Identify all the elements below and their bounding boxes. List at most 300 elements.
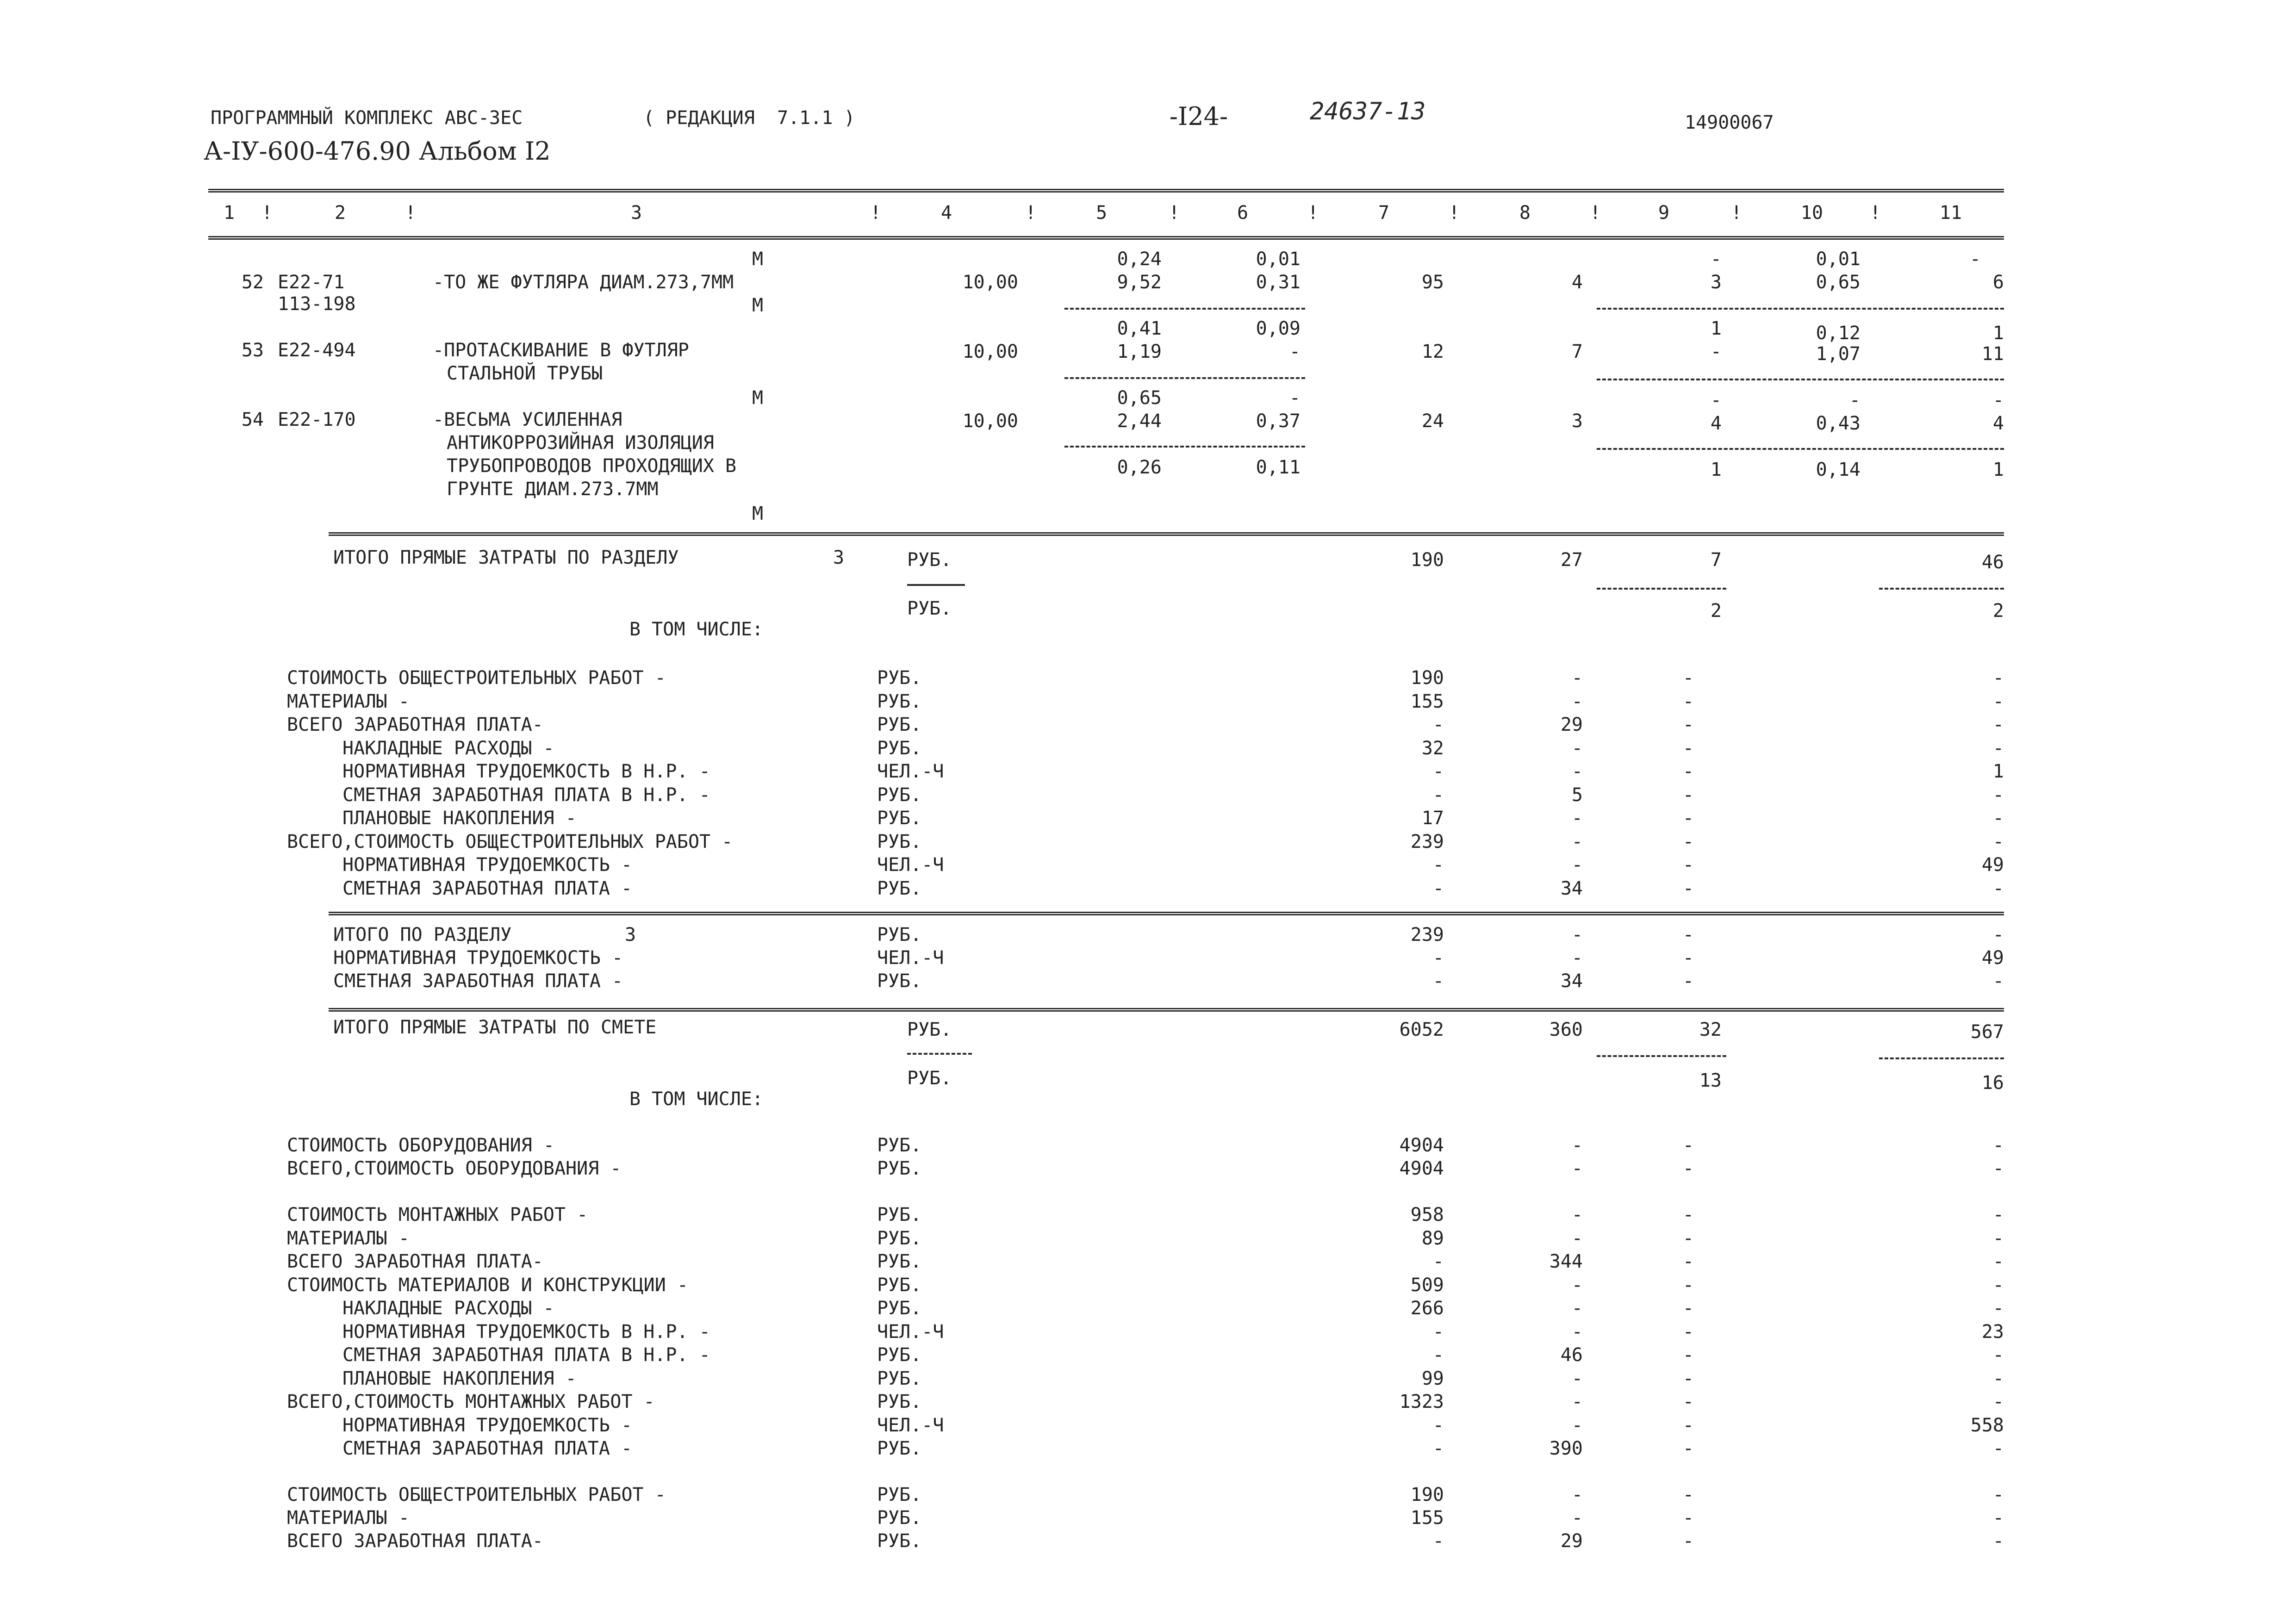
handwritten-code: 24637-13	[1310, 98, 1426, 125]
summary-label: СМЕТНАЯ ЗАРАБОТНАЯ ПЛАТА -	[333, 970, 623, 992]
col-sep: !	[1590, 202, 1601, 224]
summary-label: МАТЕРИАЛЫ -	[287, 1507, 410, 1529]
cell-c6-below: 0,11	[1256, 457, 1300, 478]
cell-c11: -	[1992, 1484, 2004, 1505]
item-description: -ПРОТАСКИВАНИЕ В ФУТЛЯР	[433, 340, 689, 361]
cell-c11: -	[1992, 970, 2004, 992]
cell-c9: -	[1682, 1414, 1694, 1436]
subtotal-rule	[1597, 379, 2004, 380]
cell-c7: -	[1432, 1344, 1444, 1366]
cell-c6: 0,31	[1256, 272, 1300, 293]
item-code: Е22-170	[278, 409, 356, 430]
col-header-9: 9	[1658, 202, 1670, 224]
summary-label: СТОИМОСТЬ ОБОРУДОВАНИЯ -	[287, 1135, 554, 1156]
col-header-3: 3	[630, 202, 642, 224]
cell-c11: 46	[1981, 552, 2004, 573]
summary-unit: РУБ.	[877, 667, 922, 689]
cell-c7: 32	[1421, 737, 1444, 759]
cell-qty: 10,00	[962, 341, 1018, 362]
summary-label: ВСЕГО ЗАРАБОТНАЯ ПЛАТА-	[287, 714, 543, 735]
summary-unit: ЧЕЛ.-Ч	[877, 1414, 944, 1436]
summary-unit: РУБ.	[877, 1368, 922, 1389]
cell-c9: -	[1682, 1251, 1694, 1272]
cell-c9: -	[1682, 1530, 1694, 1552]
cell-qty: 10,00	[962, 272, 1018, 293]
cell-c9: -	[1682, 947, 1694, 969]
col-sep: !	[1731, 202, 1742, 224]
cell-c9: -	[1682, 1204, 1694, 1225]
cell-c8: -	[1571, 1158, 1583, 1179]
unit-underline	[907, 1053, 972, 1055]
cell-c11: -	[1992, 1438, 2004, 1459]
col-header-6: 6	[1237, 202, 1249, 224]
cell-c9: -	[1682, 714, 1694, 735]
summary-unit: РУБ.	[877, 924, 922, 945]
cell-c8: -	[1571, 690, 1583, 712]
subtotal-rule	[1597, 308, 2004, 310]
cell-c9: -	[1682, 1298, 1694, 1319]
summary-unit: ЧЕЛ.-Ч	[877, 947, 944, 969]
cell-c10: 0,65	[1816, 272, 1860, 293]
cell-c9: -	[1682, 831, 1694, 852]
cell-c5-below: 0,26	[1117, 457, 1162, 478]
summary-label: НОРМАТИВНАЯ ТРУДОЕМКОСТЬ В Н.Р. -	[342, 1321, 710, 1343]
cell-c7: 190	[1410, 667, 1444, 689]
section-total-unit: РУБ.	[907, 549, 952, 571]
col-header-1: 1	[223, 202, 235, 224]
cell-c9: -	[1682, 808, 1694, 829]
cell-c7: -	[1432, 1438, 1444, 1459]
subtotal-rule	[1064, 377, 1305, 379]
cell-c8: -	[1571, 1298, 1583, 1319]
cell-c10: 0,43	[1816, 413, 1860, 434]
cell-c6-above: -	[1289, 387, 1300, 409]
cell-c9: -	[1682, 877, 1694, 899]
cell-c11-above: -	[1992, 390, 2004, 411]
cell-c11: 23	[1981, 1321, 2004, 1343]
item-number: 52	[241, 272, 264, 293]
subtotal-rule	[1597, 1055, 1726, 1057]
cell-c7: 239	[1410, 831, 1444, 852]
summary-label: СМЕТНАЯ ЗАРАБОТНАЯ ПЛАТА -	[342, 1438, 633, 1459]
cell-c8: -	[1571, 1227, 1583, 1249]
summary-label: СМЕТНАЯ ЗАРАБОТНАЯ ПЛАТА В Н.Р. -	[342, 1344, 710, 1366]
cell-c7: 266	[1410, 1298, 1444, 1319]
cell-c8: -	[1571, 1321, 1583, 1343]
summary-unit: РУБ.	[877, 1344, 922, 1366]
section-total-label: ИТОГО ПРЯМЫЕ ЗАТРАТЫ ПО РАЗДЕЛУ	[333, 547, 679, 568]
cell-c9: -	[1682, 1158, 1694, 1179]
cell-c9-above: 1	[1710, 318, 1722, 339]
cell-c9: 32	[1699, 1019, 1722, 1040]
col-separators: !	[261, 202, 273, 224]
cell-c11: 567	[1970, 1021, 2004, 1043]
cell-c7: 4904	[1399, 1135, 1444, 1156]
item-description-line4: ГРУНТЕ ДИАМ.273.7ММ	[447, 479, 659, 500]
cell-c11: -	[1992, 1507, 2004, 1529]
cell-c11: -	[1992, 714, 2004, 735]
cell-c5-above: 0,24	[1117, 249, 1162, 270]
cell-c9-below: 13	[1699, 1070, 1722, 1091]
summary-unit: РУБ.	[877, 1204, 922, 1225]
item-description-line2: СТАЛЬНОЙ ТРУБЫ	[447, 363, 603, 384]
col-sep: !	[1870, 202, 1881, 224]
cell-c7: -	[1432, 1321, 1444, 1343]
cell-c11: -	[1992, 1368, 2004, 1389]
cell-c8: -	[1571, 854, 1583, 876]
summary-label: НОРМАТИВНАЯ ТРУДОЕМКОСТЬ -	[342, 854, 633, 876]
summary-unit: РУБ.	[877, 1251, 922, 1272]
cell-c11: -	[1992, 808, 2004, 829]
summary-label: СМЕТНАЯ ЗАРАБОТНАЯ ПЛАТА В Н.Р. -	[342, 784, 710, 806]
cell-c9: -	[1710, 341, 1722, 362]
section-result-rule	[329, 912, 2004, 915]
cell-c5-above: 0,41	[1117, 318, 1162, 339]
cell-c7: 155	[1410, 690, 1444, 712]
cell-c10: 1,07	[1816, 343, 1860, 365]
cell-c8: 344	[1549, 1251, 1583, 1272]
summary-unit: РУБ.	[877, 877, 922, 899]
cell-c5: 2,44	[1117, 410, 1162, 432]
cell-c9-below: 2	[1710, 600, 1722, 622]
cell-c7: 190	[1410, 1484, 1444, 1505]
header-bottom-rule	[208, 236, 2004, 240]
summary-label: СМЕТНАЯ ЗАРАБОТНАЯ ПЛАТА -	[342, 877, 633, 899]
cell-c8: 34	[1560, 877, 1583, 899]
summary-unit: РУБ.	[877, 1484, 922, 1505]
table-top-rule	[208, 189, 2004, 193]
col-sep: !	[1025, 202, 1037, 224]
cell-c7: 1323	[1399, 1391, 1444, 1412]
summary-unit: РУБ.	[877, 970, 922, 992]
cell-c7: -	[1432, 784, 1444, 806]
edition: ( РЕДАКЦИЯ 7.1.1 )	[643, 107, 855, 129]
summary-label: НОРМАТИВНАЯ ТРУДОЕМКОСТЬ -	[342, 1414, 633, 1436]
cell-c11: -	[1992, 1530, 2004, 1552]
summary-unit: РУБ.	[877, 831, 922, 852]
summary-label: СТОИМОСТЬ МОНТАЖНЫХ РАБОТ -	[287, 1204, 588, 1225]
cell-c11: 11	[1981, 343, 2004, 365]
section-total-unit2: РУБ.	[907, 598, 952, 619]
summary-unit: РУБ.	[877, 1530, 922, 1552]
cell-c11: -	[1992, 877, 2004, 899]
summary-unit: РУБ.	[877, 714, 922, 735]
cell-c11: -	[1992, 737, 2004, 759]
cell-c8: -	[1571, 831, 1583, 852]
estimate-total-unit: РУБ.	[907, 1019, 952, 1040]
summary-label: НОРМАТИВНАЯ ТРУДОЕМКОСТЬ В Н.Р. -	[342, 761, 710, 782]
unit-underline	[907, 584, 965, 586]
cell-c11-below: 1	[1992, 459, 2004, 480]
cell-c9: -	[1682, 1321, 1694, 1343]
cell-c8: -	[1571, 808, 1583, 829]
section-total-number: 3	[833, 547, 845, 568]
cell-c7: -	[1432, 1251, 1444, 1272]
item-unit: М	[752, 387, 764, 409]
cell-c9: -	[1682, 1507, 1694, 1529]
cell-c11-above: 1	[1992, 323, 2004, 344]
summary-label: МАТЕРИАЛЫ -	[287, 690, 410, 712]
item-description-line3: ТРУБОПРОВОДОВ ПРОХОДЯЩИХ В	[447, 455, 737, 477]
cell-c7: -	[1432, 970, 1444, 992]
item-number: 54	[241, 409, 264, 430]
item-description: -ВЕСЬМА УСИЛЕННАЯ	[433, 409, 622, 430]
col-sep: !	[405, 202, 417, 224]
cell-c11: -	[1992, 1274, 2004, 1296]
cell-c9: -	[1682, 737, 1694, 759]
subtotal-rule	[1597, 588, 1726, 590]
cell-c8: 360	[1549, 1019, 1583, 1040]
item-code-secondary: 113-198	[278, 293, 356, 315]
cell-c9: 4	[1710, 413, 1722, 434]
cell-c9: -	[1682, 1391, 1694, 1412]
cell-c9: -	[1682, 854, 1694, 876]
item-description-line2: АНТИКОРРОЗИЙНАЯ ИЗОЛЯЦИЯ	[447, 432, 714, 454]
cell-c8: -	[1571, 924, 1583, 945]
cell-c8: 46	[1560, 1344, 1583, 1366]
cell-c7: 190	[1410, 549, 1444, 571]
cell-c8: -	[1571, 737, 1583, 759]
summary-unit: ЧЕЛ.-Ч	[877, 1321, 944, 1343]
subtotal-rule	[1879, 588, 2004, 590]
summary-label: ВСЕГО,СТОИМОСТЬ ОБЩЕСТРОИТЕЛЬНЫХ РАБОТ -	[287, 831, 733, 852]
cell-c11: 1	[1992, 761, 2004, 782]
summary-unit: РУБ.	[877, 784, 922, 806]
cell-c8: 390	[1549, 1438, 1583, 1459]
cell-c7: -	[1432, 877, 1444, 899]
col-header-7: 7	[1378, 202, 1390, 224]
cell-c6: -	[1289, 341, 1300, 362]
cell-c11-below: 2	[1992, 600, 2004, 622]
summary-label: НАКЛАДНЫЕ РАСХОДЫ -	[342, 737, 554, 759]
cell-c11: -	[1992, 784, 2004, 806]
cell-qty: 10,00	[962, 410, 1018, 432]
cell-c8: -	[1571, 1135, 1583, 1156]
cell-c7: 24	[1421, 410, 1444, 432]
including-label: В ТОМ ЧИСЛЕ:	[629, 1088, 763, 1110]
section-rule	[329, 532, 2004, 536]
summary-label: МАТЕРИАЛЫ -	[287, 1227, 410, 1249]
cell-c7: 17	[1421, 808, 1444, 829]
cell-c8: 27	[1560, 549, 1583, 571]
cell-c9-below: 1	[1710, 459, 1722, 480]
summary-unit: РУБ.	[877, 1135, 922, 1156]
col-sep: !	[1449, 202, 1460, 224]
cell-c7: 89	[1421, 1227, 1444, 1249]
summary-label: НОРМАТИВНАЯ ТРУДОЕМКОСТЬ -	[333, 947, 623, 969]
subtotal-rule	[1064, 308, 1305, 310]
cell-c11: -	[1992, 1298, 2004, 1319]
cell-c8: -	[1571, 947, 1583, 969]
cell-c9: -	[1682, 1438, 1694, 1459]
cell-c7: -	[1432, 947, 1444, 969]
cell-c10-above: 0,12	[1816, 323, 1860, 344]
cell-c9: -	[1682, 1368, 1694, 1389]
summary-label: ВСЕГО ЗАРАБОТНАЯ ПЛАТА-	[287, 1530, 543, 1552]
summary-unit: ЧЕЛ.-Ч	[877, 761, 944, 782]
cell-c9: -	[1682, 1274, 1694, 1296]
cell-c7: 12	[1421, 341, 1444, 362]
cell-c8: 29	[1560, 714, 1583, 735]
cell-c9: -	[1682, 690, 1694, 712]
cell-c7: -	[1432, 1414, 1444, 1436]
cell-c9: -	[1682, 784, 1694, 806]
cell-c9: 7	[1710, 549, 1722, 571]
estimate-total-unit2: РУБ.	[907, 1068, 952, 1089]
cell-c8: 29	[1560, 1530, 1583, 1552]
cell-c9: -	[1682, 924, 1694, 945]
page-number: -I24-	[1169, 102, 1228, 131]
cell-c8: 34	[1560, 970, 1583, 992]
item-unit: М	[752, 503, 764, 524]
cell-c7: -	[1432, 714, 1444, 735]
cell-c6-above: 0,09	[1256, 318, 1300, 339]
col-header-11: 11	[1939, 202, 1962, 224]
cell-c9: -	[1682, 667, 1694, 689]
cell-c11: -	[1992, 690, 2004, 712]
cell-c11: 49	[1981, 947, 2004, 969]
col-header-10: 10	[1800, 202, 1823, 224]
cell-c11: -	[1992, 1135, 2004, 1156]
cell-c8: -	[1571, 1484, 1583, 1505]
cell-c8: -	[1571, 761, 1583, 782]
summary-unit: РУБ.	[877, 1438, 922, 1459]
cell-c6-above: 0,01	[1256, 249, 1300, 270]
cell-c7: 99	[1421, 1368, 1444, 1389]
summary-section: 3	[625, 924, 636, 945]
cell-c8: -	[1571, 1391, 1583, 1412]
subtotal-rule	[1064, 446, 1305, 448]
cell-c8: -	[1571, 1414, 1583, 1436]
cell-c9: -	[1682, 1227, 1694, 1249]
cell-c9: -	[1682, 761, 1694, 782]
summary-unit: РУБ.	[877, 1507, 922, 1529]
subtotal-rule	[1597, 448, 2004, 450]
summary-unit: РУБ.	[877, 690, 922, 712]
summary-label: ВСЕГО,СТОИМОСТЬ ОБОРУДОВАНИЯ -	[287, 1158, 622, 1179]
cell-c8: -	[1571, 1507, 1583, 1529]
cell-c9: -	[1682, 1344, 1694, 1366]
summary-unit: ЧЕЛ.-Ч	[877, 854, 944, 876]
cell-c6: 0,37	[1256, 410, 1300, 432]
col-header-2: 2	[334, 202, 346, 224]
summary-label: ПЛАНОВЫЕ НАКОПЛЕНИЯ -	[342, 808, 577, 829]
summary-label: ВСЕГО,СТОИМОСТЬ МОНТАЖНЫХ РАБОТ -	[287, 1391, 655, 1412]
item-code: Е22-494	[278, 340, 356, 361]
cell-c7: -	[1432, 1530, 1444, 1552]
cell-c7: 155	[1410, 1507, 1444, 1529]
doc-number: 14900067	[1685, 112, 1774, 133]
program-name: ПРОГРАММНЫЙ КОМПЛЕКС АВС-3ЕС	[211, 107, 523, 129]
cell-c11: -	[1992, 1251, 2004, 1272]
col-header-8: 8	[1519, 202, 1531, 224]
cell-c11: -	[1992, 1344, 2004, 1366]
cell-c11: -	[1992, 1391, 2004, 1412]
cell-c10-below: 0,14	[1816, 459, 1860, 480]
cell-c7: 509	[1410, 1274, 1444, 1296]
cell-c11: 49	[1981, 854, 2004, 876]
cell-c7: 4904	[1399, 1158, 1444, 1179]
cell-c8: 5	[1571, 784, 1583, 806]
cell-c9: 3	[1710, 272, 1722, 293]
cell-c8: 7	[1571, 341, 1583, 362]
col-header-4: 4	[940, 202, 952, 224]
summary-label: НАКЛАДНЫЕ РАСХОДЫ -	[342, 1298, 554, 1319]
summary-unit: РУБ.	[877, 1274, 922, 1296]
cell-c9: -	[1682, 970, 1694, 992]
cell-c7: 95	[1421, 272, 1444, 293]
cell-c9-above: -	[1710, 390, 1722, 411]
col-header-5: 5	[1095, 202, 1108, 224]
summary-label: СТОИМОСТЬ МАТЕРИАЛОВ И КОНСТРУКЦИИ -	[287, 1274, 688, 1296]
summary-label: ПЛАНОВЫЕ НАКОПЛЕНИЯ -	[342, 1368, 577, 1389]
cell-c7: 239	[1410, 924, 1444, 945]
cell-c8: 3	[1571, 410, 1583, 432]
cell-c11: -	[1992, 1204, 2004, 1225]
summary-unit: РУБ.	[877, 1227, 922, 1249]
estimate-total-label: ИТОГО ПРЯМЫЕ ЗАТРАТЫ ПО СМЕТЕ	[333, 1017, 657, 1038]
summary-unit: РУБ.	[877, 808, 922, 829]
cell-c5-above: 0,65	[1117, 387, 1162, 409]
summary-unit: РУБ.	[877, 1158, 922, 1179]
cell-c11: -	[1992, 924, 2004, 945]
cell-c11: 558	[1970, 1414, 2004, 1436]
item-code: Е22-71	[278, 272, 345, 293]
cell-c8: -	[1571, 1204, 1583, 1225]
cell-c7: 6052	[1399, 1019, 1444, 1040]
summary-label: СТОИМОСТЬ ОБЩЕСТРОИТЕЛЬНЫХ РАБОТ -	[287, 667, 666, 689]
cell-c11: 4	[1992, 413, 2004, 434]
col-sep: !	[1307, 202, 1319, 224]
cell-c7: 958	[1410, 1204, 1444, 1225]
cell-c11: 6	[1992, 272, 2004, 293]
cell-c8: -	[1571, 1274, 1583, 1296]
cell-c8: -	[1571, 1368, 1583, 1389]
cell-c8: 4	[1571, 272, 1583, 293]
cell-c9: -	[1682, 1484, 1694, 1505]
item-description: -ТО ЖЕ ФУТЛЯРА ДИАМ.273,7ММ	[433, 272, 734, 293]
summary-unit: РУБ.	[877, 1391, 922, 1412]
cell-c7: -	[1432, 761, 1444, 782]
subtotal-rule	[1879, 1057, 2004, 1059]
album-title: А-IУ-600-476.90 Альбом I2	[204, 137, 551, 166]
cell-c9-above: -	[1710, 249, 1722, 270]
summary-unit: РУБ.	[877, 1298, 922, 1319]
cell-c11: -	[1992, 1158, 2004, 1179]
item-unit: М	[752, 295, 764, 316]
cell-c5: 1,19	[1117, 341, 1162, 362]
estimate-rule	[329, 1008, 2004, 1012]
cell-c11: -	[1992, 667, 2004, 689]
cell-c10-above: 0,01	[1816, 249, 1860, 270]
cell-c11: -	[1992, 1227, 2004, 1249]
cell-c10-above: -	[1849, 390, 1860, 411]
cell-c7: -	[1432, 854, 1444, 876]
summary-label: ИТОГО ПО РАЗДЕЛУ	[333, 924, 512, 945]
col-sep: !	[1169, 202, 1180, 224]
cell-c9: -	[1682, 1135, 1694, 1156]
summary-label: ВСЕГО ЗАРАБОТНАЯ ПЛАТА-	[287, 1251, 543, 1272]
summary-unit: РУБ.	[877, 737, 922, 759]
summary-label: СТОИМОСТЬ ОБЩЕСТРОИТЕЛЬНЫХ РАБОТ -	[287, 1484, 666, 1505]
cell-c5: 9,52	[1117, 272, 1162, 293]
cell-c8: -	[1571, 667, 1583, 689]
cell-c11: -	[1992, 831, 2004, 852]
item-number: 53	[241, 340, 264, 361]
cell-c11-below: 16	[1981, 1072, 2004, 1094]
item-unit-above: М	[752, 249, 764, 270]
col-sep: !	[870, 202, 882, 224]
